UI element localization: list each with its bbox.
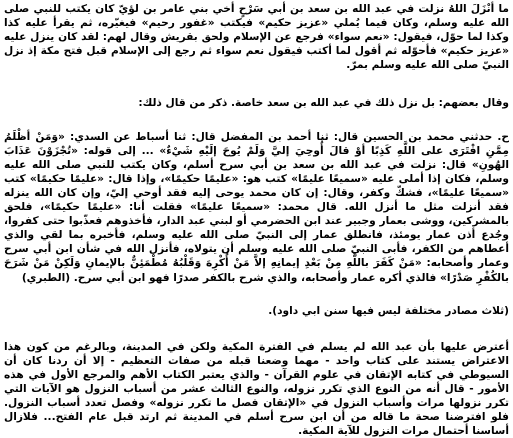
- paragraph-alternate-opinion: وقال بعضهم: بل نزل ذلك في عبد الله بن سعد خاصة. ذكر من قال ذلك:: [138, 97, 509, 110]
- paragraph-quran-commentary-intro: ما أنْزَلَ اللهُ نزلت في عبد الله بن سعد بن أبي سَرْحٍ أخي بني عامر بن لؤيّ كان يكتب للنبي صلى الله عليه وسلم، وكان فيما يُملي «عزيز حكيم» فيكتب «غفور رحيم» فيغيّره، ثم يقرأ عليه كذا وكذا لما حوّل، فيقول: «نعم سواء» فرجع عن الإسلام ولحق بقريش وقال لهم: لقد كان ينزل عليه «عزيز حكيم» فأحوّله ثم أقول لما أكتب فيقول نعم سواء ثم رجع إلى الإسلام قبل فتح مكة إذ نزل النبيّ صلى الله عليه وسلم بمرّ.: [4, 3, 509, 72]
- paragraph-sources-note: (ثلاث مصادر مختلفة ليس فيها سنن ابي داود).: [268, 304, 509, 317]
- paragraph-tabari-narration: ح. حدثني محمد بن الحسين قال: ثنا أحمد بن المفضل قال: ثنا أسباط عن السدي: «وَمَنْ أظْلَمُ مِمَّنِ افْتَرَى على اللَّهِ كَذِبًا أوْ قالَ أُوحِيَ إليَّ وَلَمْ يُوحَ إلَيْهِ شَيْءٌ» ... إلى قوله: «تُجْزَوْنَ عَذَابَ الهُونِ» قال: نزلت في عبد الله بن سعد بن أبي سرح أسلم، وكان يكتب للنبي صلى الله عليه وسلم، فكان إذا أملى عليه «سميعًا عليمًا» كتب هو: «عليمًا حكيمًا»، وإذا قال: «عليمًا حكيمًا» كتب «سميعًا عليمًا»، فشكّ وكفر، وقال: إن كان محمد يوحى إليه فقد أوحي إليّ، وإن كان الله ينزله فقد أنزلت مثل ما أنزل الله. قال محمد: «سميعًا عليمًا» فقلت أنا: «عليمًا حكيمًا»، فلحق بالمشركين، ووشى بعمار وجبير عند ابن الحضرمي أو لبني عبد الدار، فأخذوهم فعذّبوا حتى كفروا، وجُدع أذن عمار يومئذ، فانطلق عمار إلى النبيّ صلى الله عليه وسلم، فأخبره بما لقي والذي أعطاهم من الكفر، فأبى النبيّ صلى الله عليه وسلم أن يتولاه، فأنزل الله في شأن ابن أبي سرح وعمار وأصحابه: «مَنْ كَفَرَ باللَّهِ مِنْ بَعْدِ إيمانِهِ إلاَّ مَنْ أُكْرِهَ وَقَلْبُهُ مُطْمَئِنٌّ بالإيمانِ وَلَكِنْ مَنْ شَرَحَ بالكُفْرِ صَدْرًا» فالذي أكره عمار وأصحابه، والذي شرح بالكفر صدرًا فهو ابن أبي سرح. (الطبري): [4, 130, 509, 284]
- paragraph-objection-response: أعترض عليها بأن عبد الله لم يسلم في الفترة المكية ولكن في المدينة، وبالرغم من كون هذا الاعتراض يستند على كتاب واحد - مهما وضعنا قبله من صفات التعظيم - إلا أن ردنا كان أن السيوطي في كتابه الإتقان في علوم القرآن - والذي يعتبر الكتاب الأهم والمرجع الأول في هذه الأمور - قال أنه من النوع الذي تكرر نزوله، والنوع الثالث عشر من أسباب النزول هو الآيات التي تكرر نزولها مرات وأسباب النزول في «الإتقان فصل ما تكرر نزوله» وفصل تعدد أسباب النزول. فلو افترضنا صحة ما قاله من أن ابن سرح أسلم في المدينة ثم ارتد قبل عام الفتح... فلازال أساسنا أحتمال مرات النزول للآية المكية.: [4, 340, 509, 438]
